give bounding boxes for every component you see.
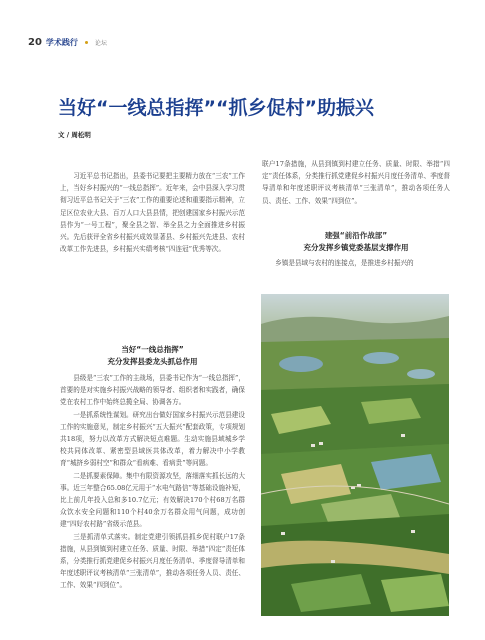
section1-heading	[60, 344, 245, 368]
section1-title1: 当好“一线总指挥”	[121, 345, 184, 354]
section1-body	[60, 372, 245, 590]
body-paragraph: 三是抓清单式落实。制定党建引领抓县抓乡促村联户17条措施，从县到镇到村建立任务、质量、时限、举措“四定”责任体系，分类推行抓党建促乡村振兴月度任务清单、季度督导清单和年度述职评议考核清单“三张清单”，推动各项任务人员、责任、工作、效果“四到位”。	[60, 532, 245, 590]
article-title: 当好“一线总指挥”“抓乡促村”助振兴	[58, 97, 374, 119]
body-paragraph: 二是抓要素保障。集中有限资源攻坚，落细落实抓长远的大事。近三年整合65.08亿元用于“水电气路信”等基础设施补短，比上前几年投入总和多10.7亿元；有效解决170个村68万名群众饮水安全问题和110个村40余万名群众用气问题，成功创建“四好农村路”省级示范县。	[60, 471, 245, 529]
intro-paragraphs	[60, 170, 245, 255]
page-number: 20	[28, 37, 42, 48]
article-author: 文 / 周松明	[58, 131, 91, 139]
section2-title2: 充分发挥乡镇党委基层支撑作用	[303, 243, 409, 252]
page-header	[28, 37, 107, 48]
body-paragraph: 一是抓系统性谋划。研究出台做好国家乡村振兴示范县建设工作的实施意见，制定乡村振兴“五大振兴”配套政策，专项规划共18项，努力以改革方式解决短点难题。生动实施县域城乡学校共同体改革、紧密型县域医共体改革，着力解决中小学教育“城挤乡弱村空”和群众“看病难、看病贵”等问题。	[60, 410, 245, 468]
section2-title1: 建强“前沿作战部”	[324, 231, 388, 240]
section-name: 学术践行	[45, 38, 78, 47]
column-name: 论坛	[94, 40, 107, 47]
section1-title2: 充分发挥县委龙头抓总作用	[107, 357, 198, 366]
section2-lead	[262, 257, 450, 269]
body-paragraph: 县级是“三农”工作的主战场，县委书记作为“一线总指挥”，首要的是对实施乡村振兴战略的领导者、组织者和实践者，确保党在农村工作中始终总揽全局、协调各方。	[60, 374, 245, 407]
body-paragraph-continued: 联户17条措施，从县到镇到村建立任务、质量、时限、举措“四定”责任体系，分类推行抓党建促乡村振兴月度任务清单、季度督导清单和年度述职评议考核清单“三张清单”，推动各项任务人员、责任、工作、效果“四到位”。	[262, 160, 450, 205]
aerial-village-photo	[261, 294, 449, 616]
intro-paragraph: 习近平总书记指出，县委书记要把主要精力放在“三农”工作上，当好乡村振兴的“一线总指挥”。近年来，会中县深入学习贯彻习近平总书记关于“三农”工作的重要论述和重要指示精神，立足区位农业大县、百万人口大县县情，把创建国家乡村振兴示范县作为“一号工程”，聚全县之智、举全县之力全面推进乡村振兴。先后获评全省乡村振兴成效显著县、乡村振兴先进县、农村改革工作先进县，乡村振兴实绩考核“四连冠”优秀等次。	[60, 172, 245, 254]
section2-lead-text: 乡镇是县域与农村的连接点，是推进乡村振兴的	[275, 259, 414, 267]
right-column-continuation	[262, 158, 450, 207]
separator-dot	[85, 41, 88, 44]
section2-heading	[262, 230, 450, 254]
